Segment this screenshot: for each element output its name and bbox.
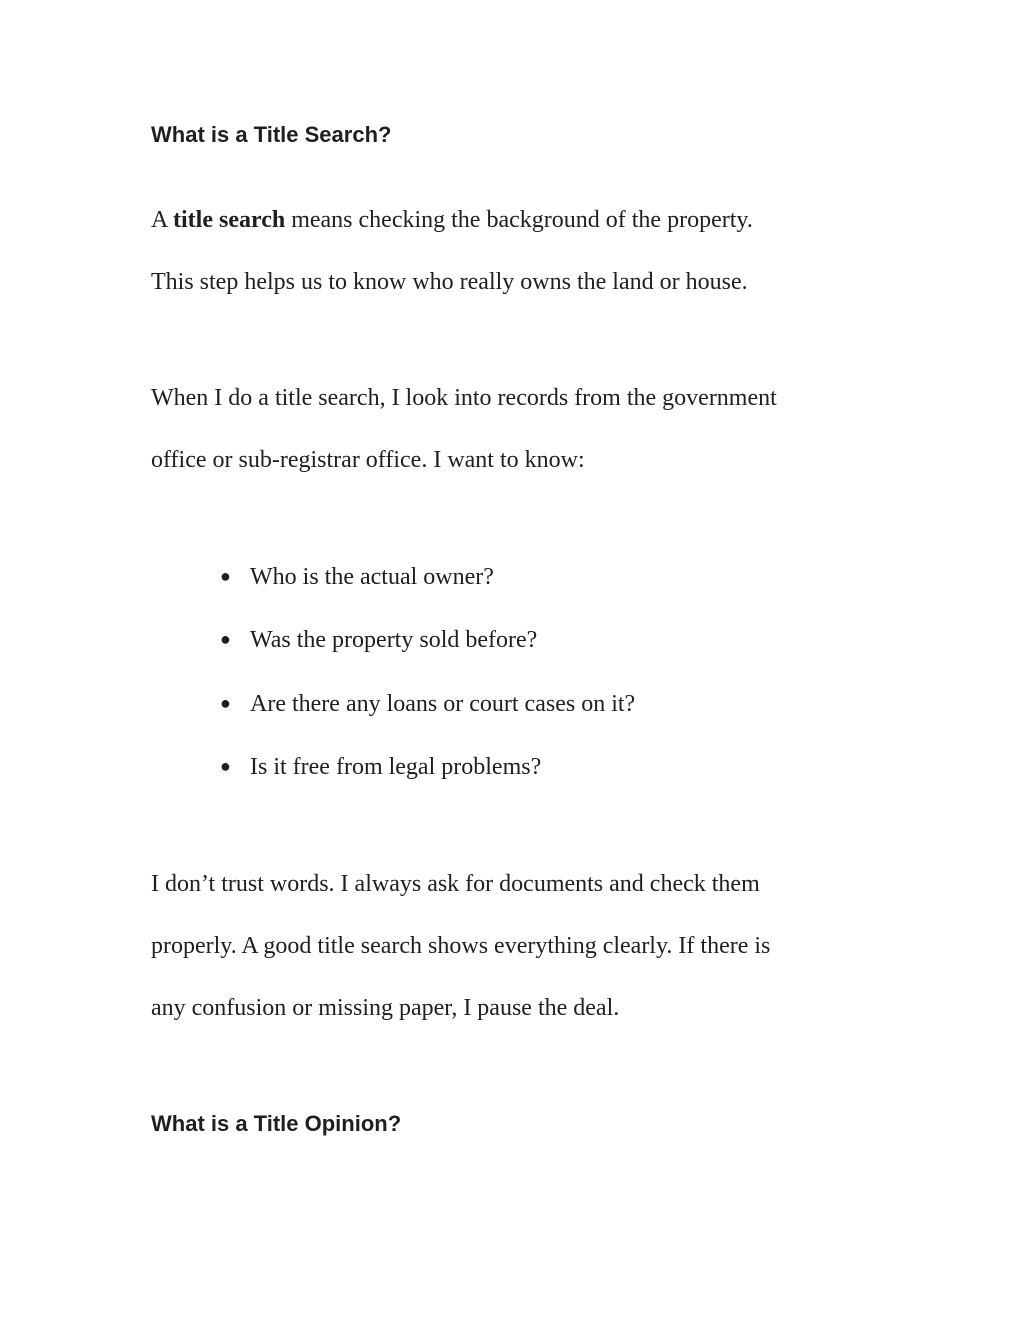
paragraph-text: means checking the background of the property. [285,207,753,233]
list-item [220,751,541,782]
list-item-text: Who is the actual owner? [250,564,494,590]
paragraph-line: any confusion or missing paper, I pause the deal. [151,995,620,1021]
bullet-icon: ● [220,756,231,776]
paragraph-line: This step helps us to know who really owns the land or house. [151,269,748,295]
bullet-icon: ● [220,566,231,586]
section-heading-title-search: What is a Title Search? [151,122,392,147]
paragraph-line: I don’t trust words. I always ask for documents and check them [151,871,760,897]
paragraph-line: When I do a title search, I look into records from the government [151,385,777,411]
bullet-icon: ● [220,693,231,713]
list-item-text: Is it free from legal problems? [250,754,542,780]
list-item [220,624,537,655]
paragraph-text: A [151,207,174,233]
paragraph-line: properly. A good title search shows everything clearly. If there is [151,933,771,959]
list-item [220,688,635,719]
bullet-icon: ● [220,629,231,649]
paragraph-line: office or sub-registrar office. I want to know: [151,447,585,473]
list-item [220,561,494,592]
paragraph-line [151,205,753,235]
list-item-text: Was the property sold before? [250,627,538,653]
list-item-text: Are there any loans or court cases on it? [250,691,636,717]
bold-term: title search [173,207,286,233]
section-heading-title-opinion: What is a Title Opinion? [151,1111,402,1136]
